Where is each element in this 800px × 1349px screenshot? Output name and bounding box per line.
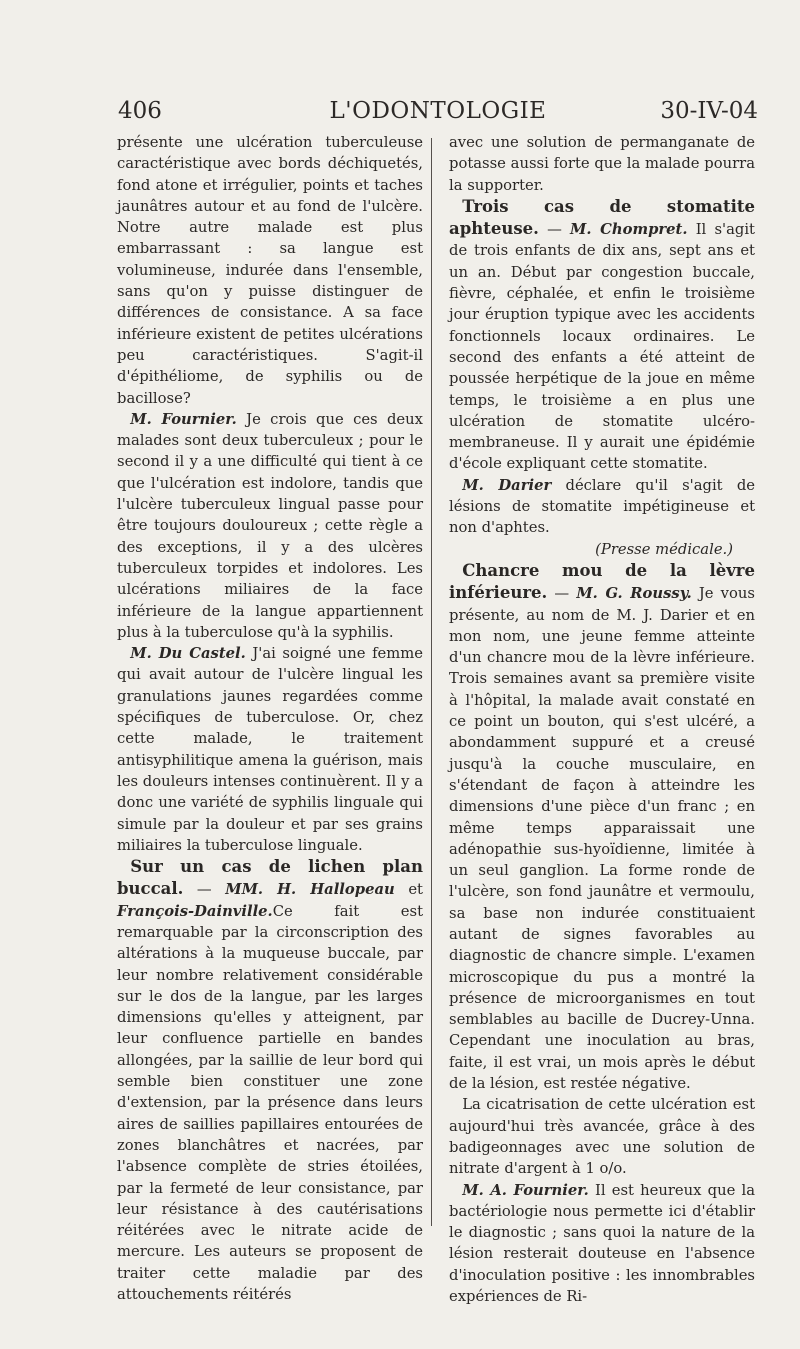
paragraph-text: Il s'agit de trois enfants de dix ans, sept ans et un an. Début par congestion buccale, fièvre, céphalée, et enfin le troisième jour éruption typique avec les accidents fonctionnels locaux ordinaires. Le second des enfants a été atteint de poussée herpétique de la joue en même temps, le troisième a en plus une ulcération de stomatite ulcéro-membraneuse. Il y aurait une épidémie d'école expliquant cette stomatite. <box>449 221 755 473</box>
dash: — <box>183 881 226 899</box>
speaker-name: M. G. Roussy. <box>576 585 692 603</box>
speaker-name: François-Dainville. <box>117 902 273 920</box>
column-divider <box>431 138 432 1226</box>
paragraph-text: Je crois que ces deux malades sont deux tuberculeux ; pour le second il y a une difficulté qui tient à ce que l'ulcération est indolore, tandis que l'ulcère tuberculeux lingual passe pour être toujours douloureux ; cette règle a des exceptions, il y a des ulcères tuberculeux torpides et indolores. Les ulcérations miliaires de la face inférieure de la langue appartiennent plus à la tuberculose qu'à la syphilis. <box>117 410 423 641</box>
paragraph <box>449 1180 755 1308</box>
paragraph-text: Je vous présente, au nom de M. J. Darier et en mon nom, une jeune femme atteinte d'un chancre mou de la lèvre inférieure. Trois semaines avant sa première visite à l'hôpital, la malade avait constaté en ce point un bouton, qui s'est ulcéré, a abondamment suppuré et a creusé jusqu'à la couche musculaire, en s'étendant de façon à atteindre les dimensions d'une pièce d'un franc ; en même temps apparaissait une adénopathie sus-hyoïdienne, limitée à un seul ganglion. La forme ronde de l'ulcère, son fond jaunâtre et vermoulu, sa base non indurée constituaient autant de signes favorables au diagnostic de chancre simple. L'examen microscopique du pus a montré la présence de microorganismes en tout semblables au bacille de Ducrey-Unna. Cependant une inoculation au bras, faite, il est vrai, un mois après le début de la lésion, est restée négative. <box>449 585 755 1093</box>
paragraph <box>117 856 423 1305</box>
paragraph <box>117 643 423 856</box>
paragraph <box>449 475 755 539</box>
dash: — <box>547 585 577 603</box>
dash: — <box>538 221 571 239</box>
running-title: L'ODONTOLOGIE <box>329 98 547 124</box>
paragraph <box>117 409 423 643</box>
section-heading: Sur un cas de lichen plan buccal. <box>117 857 423 899</box>
speaker-name: M. Darier <box>462 476 552 494</box>
speaker-name: M. Chompret. <box>570 221 688 239</box>
paragraph <box>449 196 755 475</box>
page-number: 406 <box>118 98 162 124</box>
speaker-name: M. A. Fournier. <box>462 1181 589 1199</box>
paragraph-text: Ce fait est remarquable par la circonscription des altérations à la muqueuse buccale, par leur nombre relativement considérable sur le dos de la langue, par les larges dimensions qu'elles y atteignent, par leur confluence partielle en bandes allongées, par la saillie de leur bord qui semble bien constituer une zone d'extension, par la présence dans leurs aires de saillies papillaires entourées de zones blanchâtres et nacrées, par l'absence complète de stries étoilées, par la fermeté de leur consistance, par leur résistance à des cautérisations réitérées avec le nitrate acide de mercure. Les auteurs se proposent de traiter cette maladie par des attouchements réitérés <box>117 902 423 1304</box>
paragraph-text: déclare qu'il s'agit de lésions de stomatite impétigineuse et non d'aphtes. <box>449 476 755 537</box>
speaker-name: M. Du Castel. <box>130 645 246 663</box>
paragraph-text: Il est heureux que la bactériologie nous permette ici d'établir le diagnostic ; sans quoi la nature de la lésion resterait douteuse en l'absence d'inoculation positive : les innombrables expériences de Ri- <box>449 1181 755 1306</box>
paragraph-text: J'ai soigné une femme qui avait autour de l'ulcère lingual les granulations jaunes regardées comme spécifiques de tuberculose. Or, chez cette malade, le traitement antisyphilitique amena la guérison, mais les douleurs intenses continuèrent. Il y a donc une variété de syphilis linguale qui simule par la douleur et par ses grains miliaires la tuberculose linguale. <box>117 645 423 854</box>
speaker-name: MM. H. Hallopeau <box>225 881 395 899</box>
section-heading: Trois cas de stomatite aphteuse. <box>449 196 755 239</box>
conjunction: et <box>394 881 423 899</box>
paragraph: La cicatrisation de cette ulcération est aujourd'hui très avancée, grâce à des badigeonnages avec une solution de nitrate d'argent à 1 o/o. <box>449 1096 755 1178</box>
issue-date: 30-IV-04 <box>660 98 758 124</box>
left-column <box>117 132 423 1305</box>
citation: (Presse médicale.) <box>595 540 733 558</box>
page-header <box>118 98 758 128</box>
paragraph <box>449 560 755 1094</box>
paragraph: présente une ulcération tuberculeuse caractéristique avec bords déchiquetés, fond atone et irrégulier, points et taches jaunâtres autour et au fond de l'ulcère. Notre autre malade est plus embarrassant : sa langue est volumineuse, indurée dans l'ensemble, sans qu'on y puisse distinguer de différences de consistance. A sa face inférieure existent de petites ulcérations peu caractéristiques. S'agit-il d'épithéliome, de syphilis ou de bacillose? <box>117 134 423 407</box>
paragraph: avec une solution de permanganate de potasse aussi forte que la malade pourra la supporter. <box>449 134 755 194</box>
right-column <box>449 132 755 1307</box>
speaker-name: M. Fournier. <box>130 410 237 428</box>
section-heading: Chancre mou de la lèvre inférieure. <box>449 560 755 603</box>
